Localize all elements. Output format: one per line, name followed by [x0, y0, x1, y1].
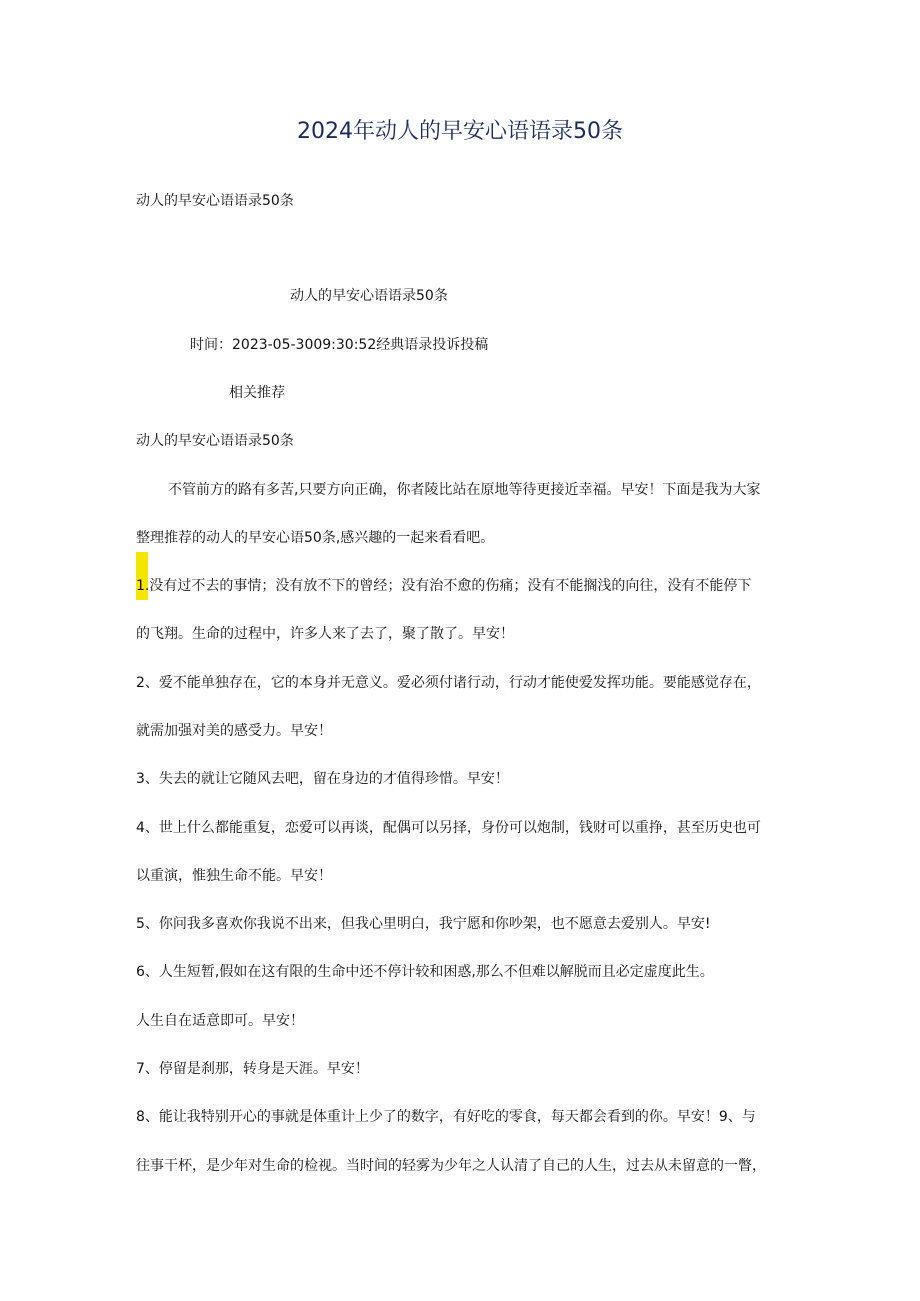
list-item-line: 1.没有过不去的事情；没有放不下的曾经；没有治不愈的伤痛；没有不能搁浅的向往，没有不能停下 — [136, 578, 752, 594]
list-item-line: 2、爱不能单独存在，它的本身并无意义。爱必须付诸行动，行动才能使爱发挥功能。要能感觉存在， — [136, 675, 761, 691]
list-item-line: 就需加强对美的感受力。早安！ — [136, 723, 332, 739]
list-item-line: 6、人生短暂,假如在这有限的生命中还不停计较和困惑,那么不但难以解脱而且必定虚度此生。 — [136, 964, 714, 980]
article-meta: 时间：2023-05-3009:30:52经典语录投诉投稿 — [190, 337, 489, 353]
list-item-line: 7、停留是刹那，转身是天涯。早安！ — [136, 1061, 369, 1077]
intro-line-1: 不管前方的路有多苦,只要方向正确，你者陵比站在原地等待更接近幸福。早安！下面是我为大家 — [168, 482, 761, 498]
list-item-line: 4、世上什么都能重复，恋爱可以再谈，配偶可以另择，身份可以炮制，钱财可以重挣，甚至历史也可 — [136, 820, 761, 836]
intro-line-2: 整理推荐的动人的早安心语50条,感兴趣的一起来看看吧。 — [136, 530, 495, 546]
list-item-line: 以重演，惟独生命不能。早安！ — [136, 868, 332, 884]
list-item-line: 3、失去的就让它随风去吧，留在身边的才值得珍惜。早安！ — [136, 771, 509, 787]
list-item-line: 5、你问我多喜欢你我说不出来，但我心里明白，我宁愿和你吵架，也不愿意去爱别人。早安! — [136, 916, 711, 932]
list-item-line: 的飞翔。生命的过程中，许多人来了去了，聚了散了。早安！ — [136, 626, 514, 642]
related-recommendations-link[interactable]: 相关推荐 — [229, 385, 285, 401]
list-item-line: 8、能让我特别开心的事就是体重计上少了的数字，有好吃的零食，每天都会看到的你。早安！9、与 — [136, 1109, 756, 1125]
section-heading: 动人的早安心语语录50条 — [136, 433, 294, 449]
document-title: 2024年动人的早安心语语录50条 — [297, 119, 623, 144]
document-subtitle: 动人的早安心语语录50条 — [136, 193, 294, 209]
list-item-line: 往事干杯，是少年对生命的检视。当时间的轻雾为少年之人认清了自己的人生，过去从未留意的一瞥， — [136, 1158, 766, 1174]
article-heading: 动人的早安心语语录50条 — [290, 288, 448, 304]
list-item-line: 人生自在适意即可。早安！ — [136, 1013, 304, 1029]
